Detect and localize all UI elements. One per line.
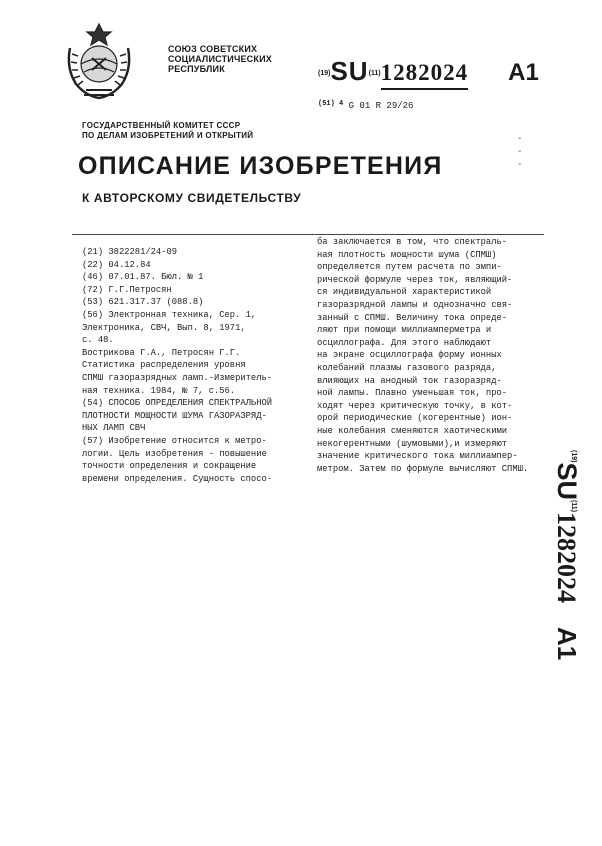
text-line: Вострикова Г.А., Петросян Г.Г. — [82, 347, 241, 358]
bibliographic-column — [82, 246, 272, 485]
text-line: Статистика распределения уровня — [82, 360, 246, 371]
text-line: газоразрядной лампы и однозначно свя- — [317, 299, 513, 310]
state-emblem-icon — [62, 18, 136, 102]
ipc-code: G 01 R 29/26 — [348, 101, 414, 111]
text-line: колебаний плазмы газового разряда, — [317, 362, 497, 373]
code-19: (19) — [570, 450, 577, 463]
dash-mark: - — [518, 159, 522, 170]
country-code: SU — [552, 462, 582, 500]
document-kind: A1 — [508, 59, 539, 86]
text-line: (46) 07.01.87. Бюл. № 1 — [82, 272, 204, 283]
text-line: орой периодические (когерентные) ион- — [317, 413, 513, 424]
text-line: рической формуле через ток, являющий- — [317, 274, 513, 285]
text-line: на экране осциллографа форму ионных — [317, 350, 502, 361]
text-line: ся индивидуальной характеристикой — [317, 287, 492, 298]
text-line: ная плотность мощности шума (СПМШ) — [317, 249, 497, 260]
text-line: с. 48. — [82, 335, 114, 346]
text-line: ляют при помощи миллиамперметра и — [317, 325, 492, 336]
text-line: логии. Цель изобретения - повышение — [82, 448, 267, 459]
document-subtitle: К АВТОРСКОМУ СВИДЕТЕЛЬСТВУ — [82, 191, 302, 205]
text-line: ходят через критическую точку, в кот- — [317, 400, 513, 411]
dash-mark: - — [518, 133, 522, 144]
text-line: влияющих на анодный ток газоразряд- — [317, 375, 502, 386]
text-line: НЫХ ЛАМП СВЧ — [82, 423, 146, 434]
patent-number: 1282024 — [380, 60, 469, 85]
code-11: (11) — [368, 70, 381, 77]
country-line: СОЦИАЛИСТИЧЕСКИХ — [168, 54, 272, 64]
document-number — [318, 56, 539, 90]
committee-line: ГОСУДАРСТВЕННЫЙ КОМИТЕТ СССР — [82, 121, 241, 130]
side-document-number — [548, 450, 582, 710]
text-line: некогерентными (шумовыми),и измеряют — [317, 438, 508, 449]
text-line: определяется путем расчета по эмпи- — [317, 262, 502, 273]
issuing-country — [168, 44, 272, 74]
text-line: (56) Электронная техника, Сер. 1, — [82, 309, 257, 320]
text-line: СПМШ газоразрядных ламп.-Измеритель- — [82, 372, 273, 383]
text-line: (22) 04.12.84 — [82, 259, 151, 270]
text-line: ПЛОТНОСТИ МОЩНОСТИ ШУМА ГАЗОРАЗРЯД- — [82, 410, 267, 421]
text-line: значение критического тока миллиампер- — [317, 451, 518, 462]
abstract-column — [317, 236, 528, 475]
margin-marks — [518, 132, 521, 171]
text-line: метром. Затем по формуле вычисляют СПМШ. — [317, 463, 529, 474]
text-line: (21) 3822281/24-09 — [82, 247, 178, 257]
document-title: ОПИСАНИЕ ИЗОБРЕТЕНИЯ — [78, 152, 443, 180]
text-line: ба заключается в том, что спектраль- — [317, 237, 508, 247]
country-line: СОЮЗ СОВЕТСКИХ — [168, 44, 258, 54]
country-line: РЕСПУБЛИК — [168, 64, 225, 74]
divider — [72, 234, 544, 235]
text-line: Электроника, СВЧ, Вып. 8, 1971, — [82, 322, 246, 333]
text-line: (53) 621.317.37 (088.8) — [82, 297, 204, 308]
text-line: занный с СПМШ. Величину тока опреде- — [317, 312, 508, 323]
text-line: ной лампы. Плавно уменьшая ток, про- — [317, 388, 508, 399]
document-kind: A1 — [552, 627, 582, 661]
text-line: точности определения и сокращение — [82, 461, 257, 472]
dash-mark: - — [518, 146, 522, 157]
committee — [82, 121, 253, 141]
text-line: (54) СПОСОБ ОПРЕДЕЛЕНИЯ СПЕКТРАЛЬНОЙ — [82, 398, 273, 409]
text-line: (72) Г.Г.Петросян — [82, 284, 172, 295]
ipc-classification — [318, 100, 413, 111]
committee-line: ПО ДЕЛАМ ИЗОБРЕТЕНИЙ И ОТКРЫТИЙ — [82, 131, 254, 140]
code-51: (51) 4 — [318, 100, 344, 108]
patent-number: 1282024 — [552, 512, 581, 604]
code-19: (19) — [318, 70, 331, 77]
text-line: (57) Изобретение относится к метро- — [82, 435, 267, 446]
text-line: осциллографа. Для этого наблюдают — [317, 337, 492, 348]
text-line: ная техника. 1984, № 7, с.56. — [82, 385, 236, 396]
text-line: ные колебания сменяются хаотическими — [317, 425, 508, 436]
text-line: времени определения. Сущность спосо- — [82, 473, 273, 484]
country-code: SU — [330, 56, 369, 86]
code-11: (11) — [570, 499, 577, 513]
